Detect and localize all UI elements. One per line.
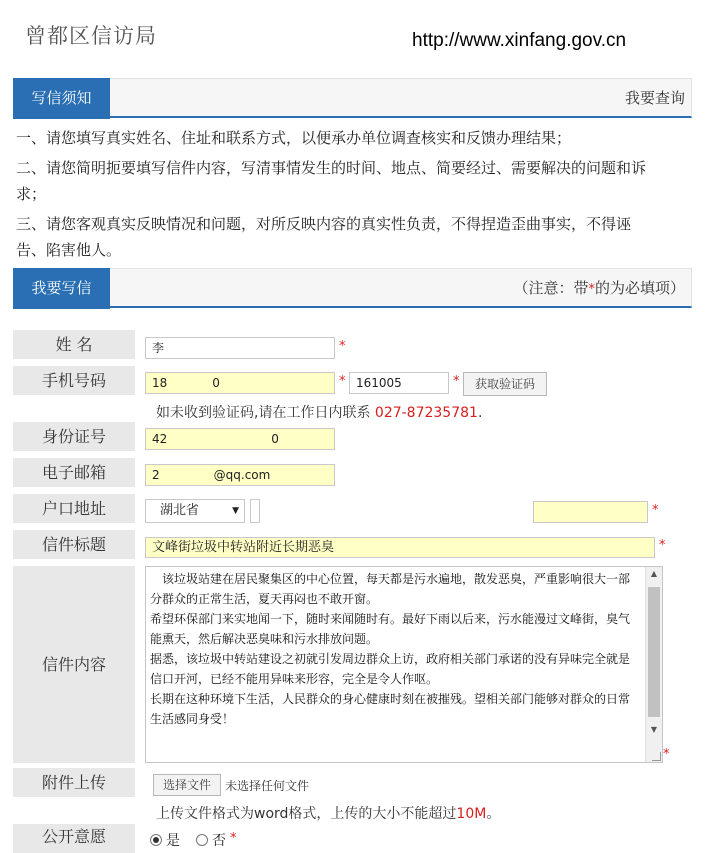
form-bar (13, 268, 692, 308)
upload-hint: 上传文件格式为word格式，上传的大小不能超过10M。 (156, 806, 501, 822)
notice-line-2-cont: 求； (16, 185, 47, 203)
public-label: 公开意愿 (13, 824, 135, 853)
public-no-radio[interactable] (196, 834, 208, 846)
required-mark: * (339, 374, 346, 389)
name-label: 姓 名 (13, 330, 135, 359)
notice-line-2: 二、请您简明扼要填写信件内容，写清事情发生的时间、地点、简要经过、需要解决的问题和诉 (16, 159, 647, 177)
scroll-down-icon[interactable]: ▼ (650, 725, 658, 734)
public-yes-radio[interactable] (150, 834, 162, 846)
phone-label: 手机号码 (13, 366, 135, 395)
verification-code-input[interactable]: 161005 (349, 372, 449, 394)
public-no-label: 否 (212, 833, 226, 849)
textarea-scrollbar[interactable] (645, 567, 662, 762)
content-paragraph: 长期在这种环境下生活，人民群众的身心健康时刻在被摧残。望相关部门能够对群众的日常生活感同身受！ (150, 692, 631, 726)
get-code-button[interactable]: 获取验证码 (463, 372, 547, 396)
tab-write-letter[interactable]: 我要写信 (13, 268, 110, 309)
province-select[interactable]: 湖北省 ▼ (145, 499, 245, 523)
notice-line-3-cont: 告、陷害他人。 (16, 241, 122, 259)
required-mark: * (652, 503, 659, 518)
content-paragraph: 该垃圾站建在居民聚集区的中心位置，每天都是污水遍地，散发恶臭，严重影响很大一部分群众的正常生活，夏天再闷也不敢开窗。 (150, 572, 631, 606)
required-mark: * (663, 747, 670, 762)
required-mark: * (659, 538, 666, 553)
site-url: http://www.xinfang.gov.cn (412, 30, 627, 51)
file-status: 未选择任何文件 (225, 779, 310, 793)
required-mark: * (453, 374, 460, 389)
name-input[interactable]: 李 (145, 337, 335, 359)
required-mark: * (230, 831, 237, 846)
query-link[interactable]: 我要查询 (624, 89, 685, 107)
public-yes-label: 是 (166, 833, 180, 849)
chevron-down-icon: ▼ (232, 506, 239, 516)
email-input[interactable]: 2 @qq.com (145, 464, 335, 486)
code-hint: 如未收到验证码,请在工作日内联系 027-87235781. (156, 405, 483, 421)
notice-line-1: 一、请您填写真实姓名、住址和联系方式，以便承办单位调查核实和反馈办理结果； (16, 129, 572, 147)
choose-file-button[interactable]: 选择文件 (153, 774, 221, 796)
scroll-up-icon[interactable]: ▲ (650, 569, 658, 578)
required-note: （注意：带*的为必填项） (513, 279, 685, 297)
id-card-label: 身份证号 (13, 422, 135, 451)
notice-line-3: 三、请您客观真实反映情况和问题，对所反映内容的真实性负责，不得捏造歪曲事实，不得诬 (16, 215, 632, 233)
letter-content-label: 信件内容 (13, 566, 135, 763)
letter-title-label: 信件标题 (13, 530, 135, 559)
address-detail-input[interactable] (533, 501, 648, 523)
tab-letter-notice[interactable]: 写信须知 (13, 78, 110, 119)
content-paragraph: 据悉，该垃圾中转站建设之初就引发周边群众上访，政府相关部门承诺的没有异味完全就是信口开河，已经不能用异味来形容，完全是令人作呕。 (150, 652, 631, 686)
email-label: 电子邮箱 (13, 458, 135, 487)
phone-input[interactable]: 18 0 (145, 372, 335, 394)
id-card-input[interactable]: 42 0 (145, 428, 335, 450)
address-label: 户口地址 (13, 494, 135, 523)
letter-content-text (150, 569, 640, 729)
resize-grip-icon[interactable] (652, 752, 661, 761)
required-mark: * (339, 339, 346, 354)
notice-bar (13, 78, 692, 118)
site-name: 曾都区信访局 (25, 24, 157, 48)
letter-content-textarea[interactable] (145, 566, 663, 763)
content-paragraph: 希望环保部门来实地闻一下，随时来闻随时有。最好下雨以后来，污水能漫过文峰街，臭气能熏天，然后解决恶臭味和污水排放问题。 (150, 612, 631, 646)
scroll-thumb[interactable] (648, 587, 660, 717)
city-select[interactable] (250, 499, 260, 523)
letter-title-input[interactable]: 文峰街垃圾中转站附近长期恶臭 (145, 537, 655, 558)
attachment-label: 附件上传 (13, 768, 135, 797)
